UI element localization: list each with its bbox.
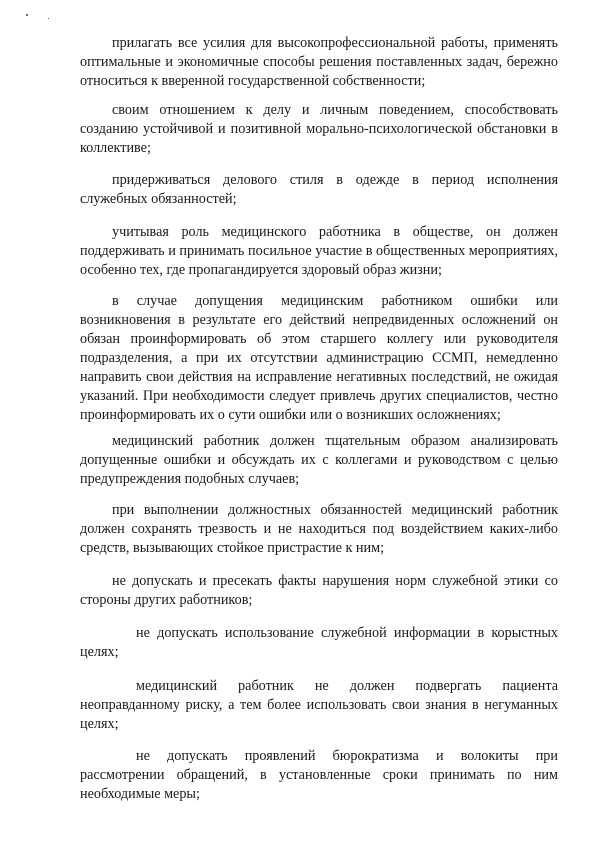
paragraph-7: при выполнении должностных обязанностей медицинский работник должен сохранять трезвость и не находиться под воздействием каких-либо средств, вызывающих стойкое пристрастие к ним; [80,502,558,556]
paragraph-8: не допускать и пресекать факты нарушения норм служебной этики со стороны других работников; [80,573,558,608]
paragraph-6: медицинский работник должен тщательным образом анализировать допущенные ошибки и обсуждать их с коллегами и руководством с целью предупреждения подобных случаев; [80,433,558,487]
scan-speck [26,14,28,16]
paragraph-10: медицинский работник не должен подвергать пациента неоправданному риску, а тем более использовать свои знания в негуманных целях; [80,678,558,732]
paragraph-3: придерживаться делового стиля в одежде в период исполнения служебных обязанностей; [80,172,558,207]
paragraph-1: прилагать все усилия для высокопрофессиональной работы, применять оптимальные и экономичные способы решения поставленных задач, бережно относиться к вверенной государственной собственности; [80,35,558,89]
paragraph-4: учитывая роль медицинского работника в обществе, он должен поддерживать и принимать посильное участие в общественных мероприятиях, особенно тех, где пропагандируется здоровый образ жизни; [80,224,558,278]
paragraph-11: не допускать проявлений бюрократизма и волокиты при рассмотрении обращений, в установленные сроки принимать по ним необходимые меры; [80,748,558,802]
paragraph-5: в случае допущения медицинским работником ошибки или возникновения в результате его действий непредвиденных осложнений он обязан проинформировать об этом старшего коллегу или руководителя подразделения, а при их отсутствии администрацию ССМП, немедленно направить свои действия на исправление негативных последствий, не ожидая указаний. При необходимости следует привлечь других специалистов, честно проинформировать их о сути ошибки или о возникших осложнениях; [80,293,558,423]
scan-speck [48,18,49,19]
paragraph-9: не допускать использование служебной информации в корыстных целях; [80,625,558,660]
paragraph-2: своим отношением к делу и личным поведением, способствовать созданию устойчивой и позитивной морально-психологической обстановки в коллективе; [80,102,558,156]
